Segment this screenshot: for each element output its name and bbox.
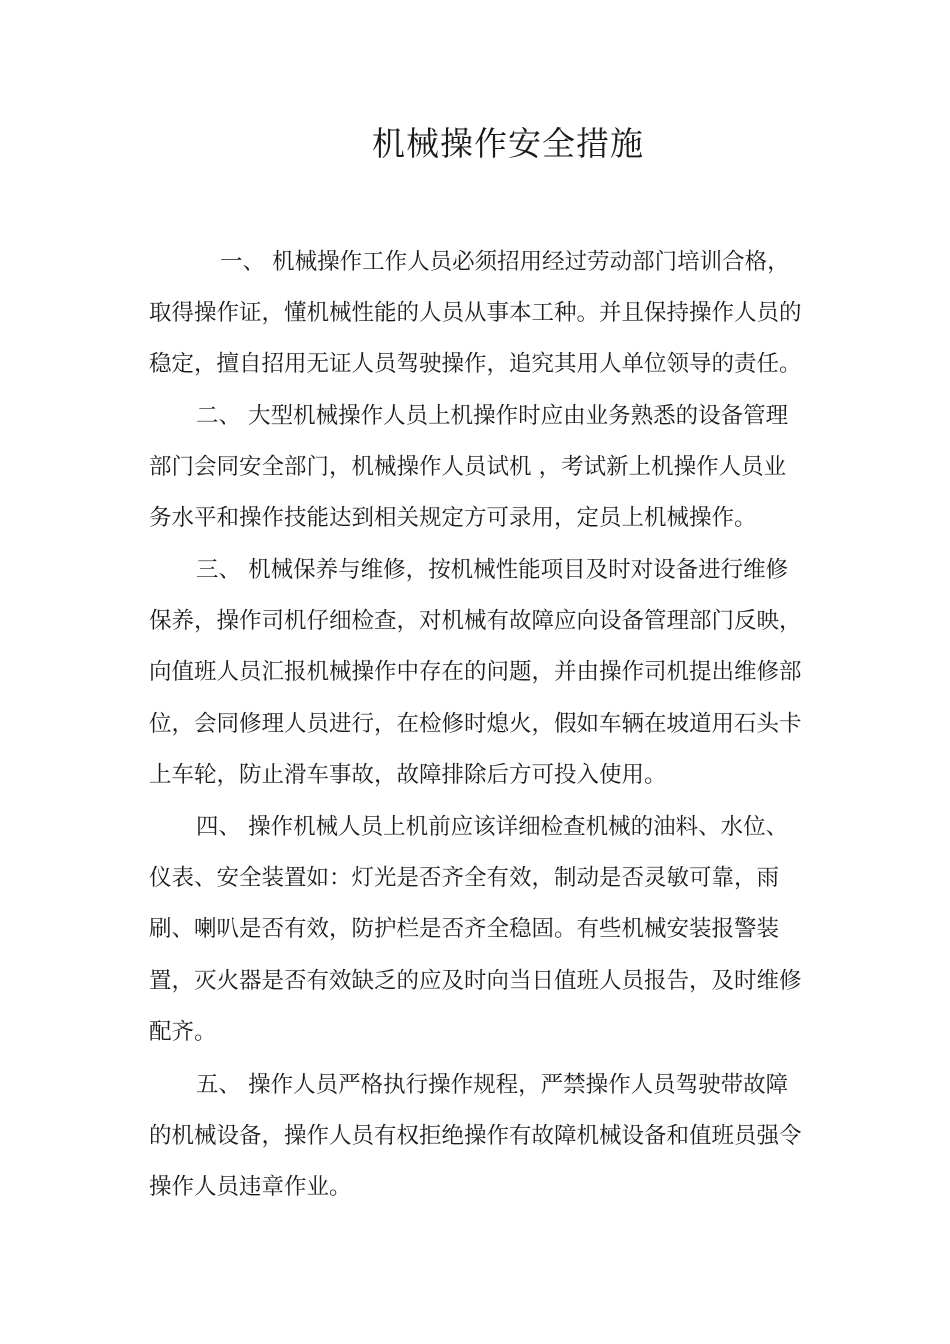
paragraph-1-line-1: 一、 机械操作工作人员必须招用经过劳动部门培训合格， — [220, 249, 790, 275]
paragraph-2-line-1: 二、 大型机械操作人员上机操作时应由业务熟悉的设备管理 — [196, 403, 789, 429]
paragraph-4-line-1: 四、 操作机械人员上机前应该详细检查机械的油料、水位、 — [196, 814, 789, 840]
paragraph-4-line-5: 配齐。 — [149, 1019, 217, 1045]
paragraph-3-line-1: 三、 机械保养与维修，按机械性能项目及时对设备进行维修 — [196, 557, 789, 583]
paragraph-2-line-2: 部门会同安全部门，机械操作人员试机 ，考试新上机操作人员业 — [149, 454, 787, 480]
paragraph-1-line-3: 稳定，擅自招用无证人员驾驶操作，追究其用人单位领导的责任。 — [149, 351, 802, 377]
paragraph-4-line-4: 置，灭火器是否有效缺乏的应及时向当日值班人员报告，及时维修 — [149, 968, 802, 994]
document-title: 机械操作安全措施 — [372, 124, 644, 163]
paragraph-3-line-4: 位，会同修理人员进行，在检修时熄火，假如车辆在坡道用石头卡 — [149, 711, 802, 737]
paragraph-4-line-3: 刷、喇叭是否有效，防护栏是否齐全稳固。有些机械安装报警装 — [149, 916, 780, 942]
paragraph-5-line-3: 操作人员违章作业。 — [149, 1174, 352, 1200]
paragraph-3-line-2: 保养，操作司机仔细检查，对机械有故障应向设备管理部门反映， — [149, 608, 802, 634]
paragraph-3-line-5: 上车轮，防止滑车事故，故障排除后方可投入使用。 — [149, 762, 667, 788]
paragraph-1-line-2: 取得操作证，懂机械性能的人员从事本工种。并且保持操作人员的 — [149, 300, 802, 326]
paragraph-5-line-2: 的机械设备，操作人员有权拒绝操作有故障机械设备和值班员强令 — [149, 1123, 802, 1149]
paragraph-3-line-3: 向值班人员汇报机械操作中存在的问题，并由操作司机提出维修部 — [149, 659, 802, 685]
paragraph-4-line-2: 仪表、安全装置如：灯光是否齐全有效，制动是否灵敏可靠，雨 — [149, 865, 780, 891]
paragraph-5-line-1: 五、 操作人员严格执行操作规程，严禁操作人员驾驶带故障 — [196, 1072, 789, 1098]
paragraph-2-line-3: 务水平和操作技能达到相关规定方可录用，定员上机械操作。 — [149, 505, 757, 531]
